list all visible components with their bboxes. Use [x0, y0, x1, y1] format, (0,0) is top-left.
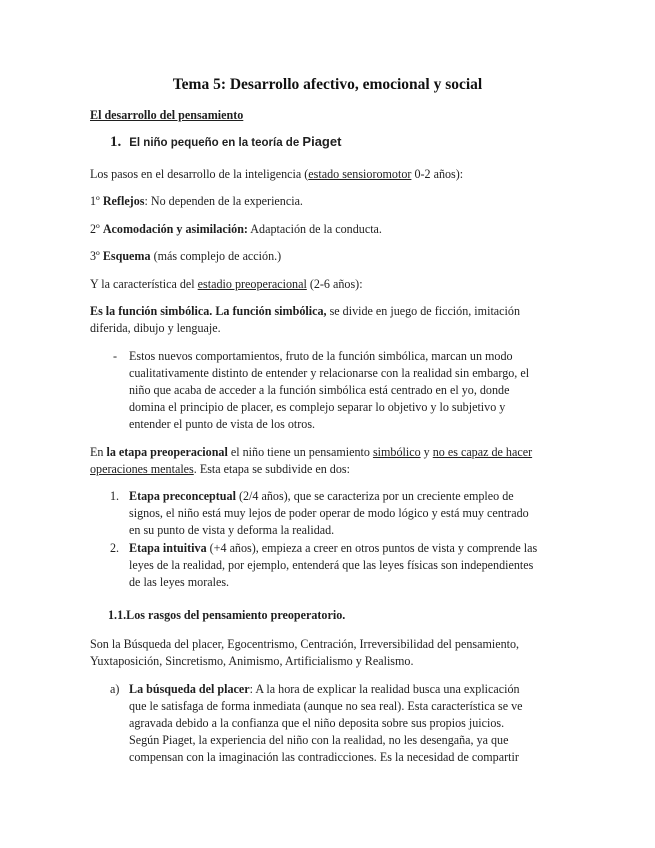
alpha-item-a-bold: La búsqueda del placer	[129, 682, 250, 696]
p5-line-2: Yuxtaposición, Sincretismo, Animismo, Artificialismo y Realismo.	[90, 654, 414, 668]
paragraph-preoperational	[90, 276, 570, 293]
dash-line-2: cualitativamente distinto de entender y relacionarse con la realidad sin embargo, el	[129, 366, 530, 380]
step-2-number: 2º	[90, 222, 103, 236]
step-2-text: Adaptación de la conducta.	[247, 222, 382, 236]
dash-marker: -	[113, 349, 118, 363]
step-1-number: 1º	[90, 194, 103, 208]
p4-underlined-2: no es capaz de hacer	[432, 445, 533, 459]
numbered-marker-1: 1.	[110, 489, 120, 503]
numbered-item-1-line-3: en su punto de vista y deforma la realidad.	[129, 523, 335, 537]
document-title: Tema 5: Desarrollo afectivo, emocional y social	[172, 76, 483, 93]
numbered-item-2-line-3: de las leyes morales.	[129, 575, 230, 589]
p2-text-b: (2-6 años):	[306, 277, 363, 291]
alpha-item-a-line-5: compensan con la imaginación las contradicciones. Es la necesidad de compartir	[129, 750, 519, 764]
p1-underlined: estado sensioromotor	[308, 167, 412, 181]
step-2-bold: Acomodación y asimilación:	[102, 222, 248, 236]
p4-text-a: En	[90, 445, 107, 459]
step-3	[90, 248, 570, 265]
subheading-1-1: 1.1.Los rasgos del pensamiento preoperatorio.	[108, 608, 346, 622]
numbered-item-2-line-2: leyes de la realidad, por ejemplo, entenderá que las leyes físicas son independientes	[129, 558, 534, 572]
dash-line-4: domina el principio de placer, es complejo separar lo objetivo y lo subjetivo y	[129, 400, 506, 414]
alpha-item-a-line-1: : A la hora de explicar la realidad busca una explicación	[249, 682, 520, 696]
alpha-item-a-line-4: Según Piaget, la experiencia del niño con la realidad, no les desengaña, ya que	[129, 733, 509, 747]
p1-text-a: Los pasos en el desarrollo de la inteligencia (	[90, 167, 309, 181]
p3-bold: Es la función simbólica. La función simbólica,	[90, 304, 327, 318]
paragraph-sensorimotor	[90, 166, 570, 183]
numbered-item-2-line-1: (+4 años), empieza a creer en otros puntos de vista y comprende las	[206, 541, 538, 555]
numbered-item-1-line-1: (2/4 años), que se caracteriza por un creciente empleo de	[235, 489, 514, 503]
p4-text-d: . Esta etapa se subdivide en dos:	[193, 462, 350, 476]
dash-item-text	[129, 348, 569, 433]
p4-text-b: el niño tiene un pensamiento	[227, 445, 373, 459]
numbered-item-2-text	[129, 540, 574, 591]
numbered-item-1-line-2: signos, el niño está muy lejos de poder operar de modo lógico y está muy centrado	[129, 506, 529, 520]
alpha-item-a-line-2: que le satisfaga de forma inmediata (aunque no sea real). Esta característica se ve	[129, 699, 523, 713]
paragraph-symbolic-function	[90, 303, 570, 337]
p5-line-1: Son la Búsqueda del placer, Egocentrismo, Centración, Irreversibilidad del pensamiento,	[90, 637, 520, 651]
heading-1-name: Piaget	[302, 134, 342, 149]
p2-underlined: estadio preoperacional	[197, 277, 307, 291]
numbered-item-1-text	[129, 488, 574, 539]
p4-underlined-3: operaciones mentales	[90, 462, 194, 476]
dash-line-1: Estos nuevos comportamientos, fruto de la función simbólica, marcan un modo	[129, 349, 513, 363]
step-1-bold: Reflejos	[102, 194, 145, 208]
step-2	[90, 221, 570, 238]
step-3-text: (más complejo de acción.)	[150, 249, 282, 263]
dash-line-5: entender el punto de vista de los otros.	[129, 417, 316, 431]
p3-line-2: diferida, dibujo y lenguaje.	[90, 321, 221, 335]
paragraph-traits	[90, 636, 570, 670]
alpha-item-a-text	[129, 681, 574, 766]
section-heading: El desarrollo del pensamiento	[90, 108, 244, 122]
step-3-number: 3º	[90, 249, 103, 263]
alpha-item-a-line-3: agravada debido a la confianza que el niño deposita sobre sus propios juicios.	[129, 716, 505, 730]
paragraph-stage	[90, 444, 570, 478]
p4-underlined-1: simbólico	[372, 445, 421, 459]
p4-bold: la etapa preoperacional	[106, 445, 228, 459]
step-1-text: : No dependen de la experiencia.	[144, 194, 303, 208]
numbered-marker-2: 2.	[110, 541, 120, 555]
heading-1-text: El niño pequeño en la teoría de	[129, 137, 303, 149]
p2-text-a: Y la característica del	[90, 277, 198, 291]
numbered-item-2-bold: Etapa intuitiva	[129, 541, 207, 555]
p1-text-b: 0-2 años):	[411, 167, 464, 181]
heading-1	[110, 133, 590, 152]
p4-text-c: y	[420, 445, 433, 459]
alpha-marker-a: a)	[110, 682, 120, 696]
dash-line-3: niño que acaba de acceder a la función simbólica está centrado en el yo, donde	[129, 383, 510, 397]
numbered-item-1-bold: Etapa preconceptual	[129, 489, 236, 503]
heading-1-number: 1.	[110, 134, 122, 150]
step-1	[90, 193, 570, 210]
step-3-bold: Esquema	[102, 249, 151, 263]
p3-line-1: se divide en juego de ficción, imitación	[326, 304, 520, 318]
